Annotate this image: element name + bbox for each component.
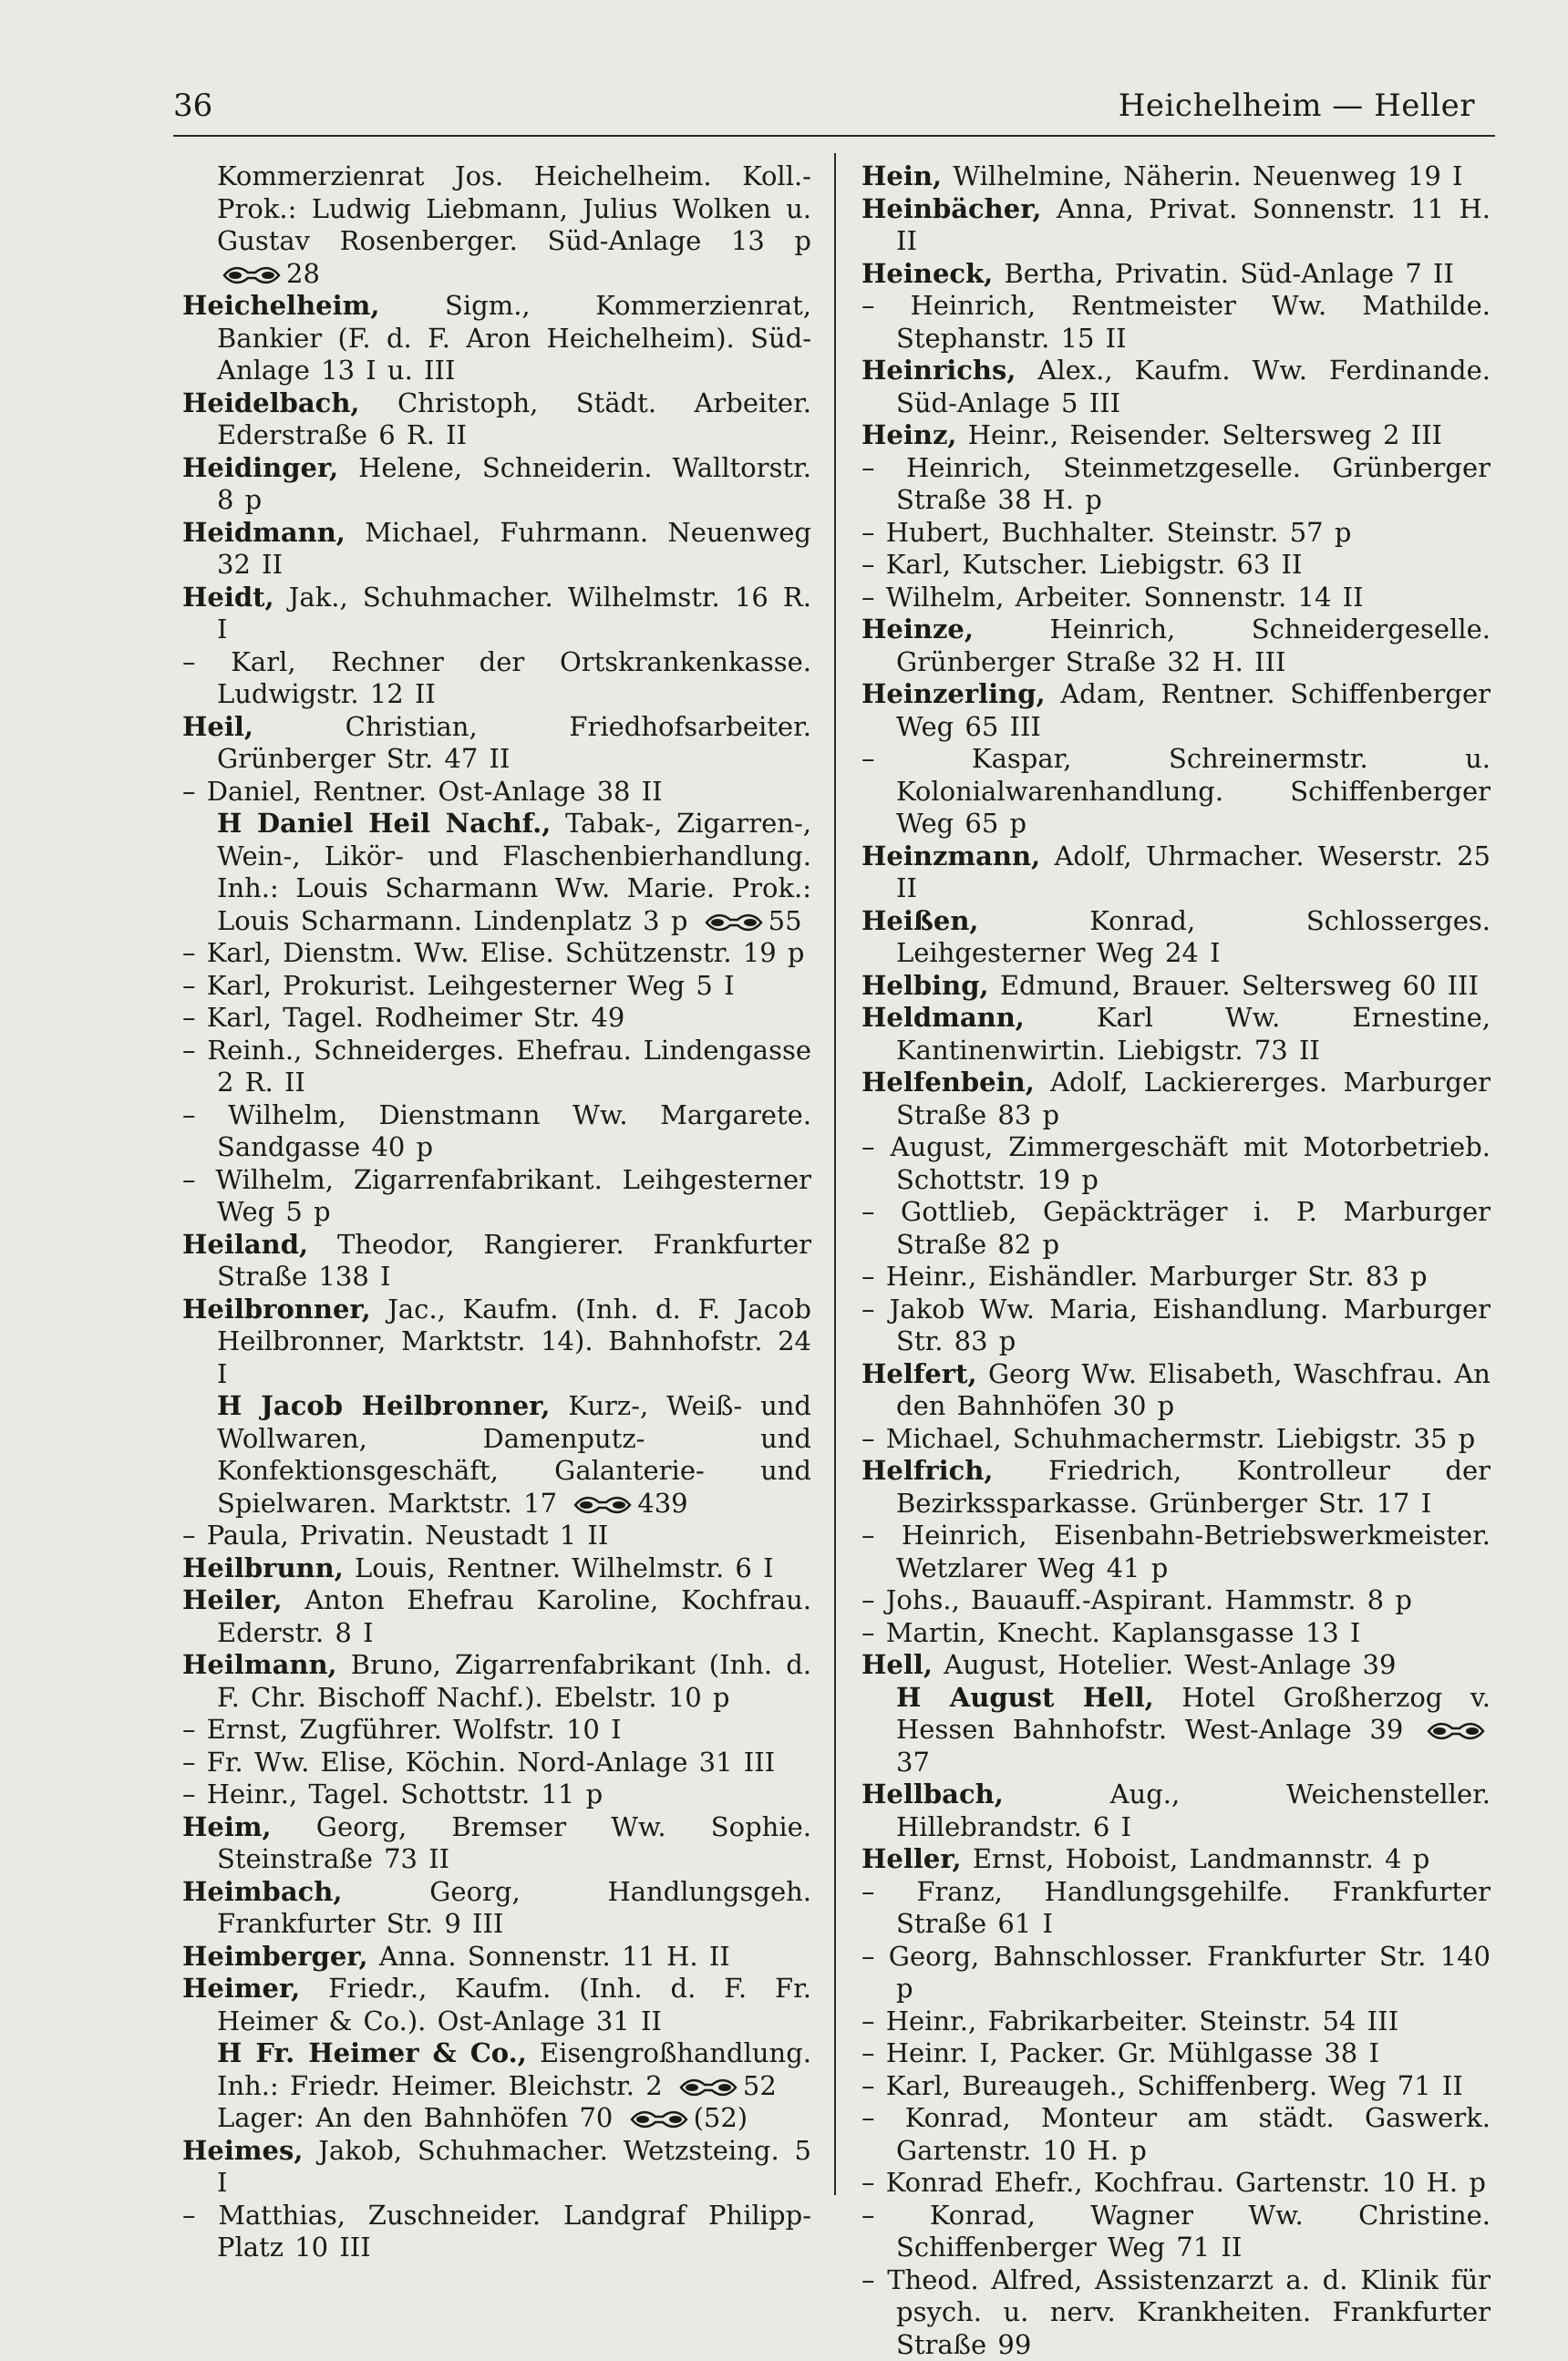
entry-text: – Matthias, Zuschneider. Landgraf Philipp-Platz 10 III [182, 2200, 811, 2263]
entry-name: Heidinger, [182, 452, 338, 483]
entry-text: – Konrad Ehefr., Kochfrau. Gartenstr. 10 H. p [861, 2167, 1486, 2198]
directory-entry [861, 1261, 1491, 1294]
entry-name: Heiler, [182, 1584, 283, 1615]
directory-entry [861, 1455, 1491, 1520]
entry-text: – Karl, Tagel. Rodheimer Str. 49 [182, 1002, 624, 1033]
directory-entry [861, 193, 1491, 258]
entry-text: Friedrich, Kontrolleur der Bezirkssparkasse. Grünberger Str. 17 I [896, 1455, 1491, 1519]
entry-name: H August Hell, [896, 1682, 1154, 1713]
directory-entry [861, 419, 1491, 452]
directory-entry [861, 1584, 1491, 1617]
entry-name: Heimberger, [182, 1941, 368, 1972]
entry-text: – August, Zimmergeschäft mit Motorbetrieb. Schottstr. 19 p [861, 1131, 1491, 1195]
directory-entry [182, 937, 811, 970]
directory-entry [861, 549, 1491, 582]
entry-text: Jac., Kaufm. (Inh. d. F. Jacob Heilbronner, Marktstr. 14). Bahnhofstr. 24 I [217, 1294, 811, 1389]
entry-text: Anna. Sonnenstr. 11 H. II [368, 1941, 730, 1972]
entry-text: – Fr. Ww. Elise, Köchin. Nord-Anlage 31 III [182, 1747, 775, 1778]
column-divider [834, 153, 836, 2195]
entry-name: Heimbach, [182, 1876, 342, 1907]
directory-entry [182, 290, 811, 387]
entry-text: – Wilhelm, Dienstmann Ww. Margarete. Sandgasse 40 p [182, 1099, 811, 1163]
telephone-icon [573, 1495, 632, 1515]
entry-text: Louis, Rentner. Wilhelmstr. 6 I [344, 1552, 774, 1583]
directory-entry [182, 1778, 811, 1811]
directory-entry [861, 840, 1491, 905]
phone-number: 28 [286, 258, 320, 289]
entry-name: Heller, [861, 1843, 962, 1874]
entry-text: Helene, Schneiderin. Walltorstr. 8 p [217, 452, 811, 516]
entry-text: – Heinr. I, Packer. Gr. Mühlgasse 38 I [861, 2037, 1379, 2068]
directory-entry [182, 387, 811, 452]
entry-text: Michael, Fuhrmann. Neuenweg 32 II [217, 517, 811, 581]
entry-text: – Wilhelm, Arbeiter. Sonnenstr. 14 II [861, 582, 1364, 613]
directory-entry [182, 1520, 811, 1552]
entry-name: Heinzerling, [861, 678, 1046, 709]
entry-text: – Georg, Bahnschlosser. Frankfurter Str. 140 p [861, 1941, 1491, 2005]
directory-entry [861, 2005, 1491, 2038]
entry-text: – Heinr., Tagel. Schottstr. 11 p [182, 1778, 603, 1809]
telephone-icon [705, 912, 763, 933]
entry-text: Adolf, Uhrmacher. Weserstr. 25 II [896, 840, 1491, 904]
entry-text: – Karl, Rechner der Ortskrankenkasse. Ludwigstr. 12 II [182, 646, 811, 710]
entry-name: Heimes, [182, 2135, 303, 2166]
directory-entry [182, 1584, 811, 1649]
directory-entry [861, 1067, 1491, 1131]
entry-text: – Heinr., Eishändler. Marburger Str. 83 p [861, 1261, 1428, 1292]
entry-name: Heim, [182, 1811, 272, 1842]
directory-entry [182, 1552, 811, 1585]
entry-text: – Karl, Kutscher. Liebigstr. 63 II [861, 549, 1302, 580]
entry-name: Heineck, [861, 258, 993, 289]
entry-name: Heidt, [182, 582, 274, 613]
entry-text: Aug., Weichensteller. Hillebrandstr. 6 I [896, 1778, 1491, 1842]
entry-text: – Jakob Ww. Maria, Eishandlung. Marburger Str. 83 p [861, 1294, 1491, 1357]
entry-name: Heilmann, [182, 1649, 337, 1680]
entry-text: August, Hotelier. West-Anlage 39 [933, 1649, 1396, 1680]
directory-entry [861, 970, 1491, 1003]
directory-entry [182, 2135, 811, 2200]
entry-name: Heißen, [861, 905, 979, 936]
entry-text: – Martin, Knecht. Kaplansgasse 13 I [861, 1617, 1360, 1648]
entry-text: – Konrad, Wagner Ww. Christine. Schiffenberger Weg 71 II [861, 2200, 1491, 2263]
firm-entry [182, 2037, 811, 2102]
directory-entry [861, 2037, 1491, 2070]
continuation-entry [182, 2102, 811, 2135]
directory-entry [861, 1423, 1491, 1456]
directory-entry [861, 1358, 1491, 1423]
entry-text: – Johs., Bauauff.-Aspirant. Hammstr. 8 p [861, 1584, 1412, 1615]
directory-entry [182, 1747, 811, 1779]
entry-text: Lager: An den Bahnhöfen 70 [217, 2102, 613, 2133]
phone-number: 52 [743, 2070, 777, 2101]
entry-text: Tabak-, Zigarren-, Wein-, Likör- und Flaschenbierhandlung. Inh.: Louis Scharmann Ww. Marie. Prok.: Louis Scharmann. Lindenplatz 3 p [217, 808, 811, 936]
directory-entry [861, 743, 1491, 840]
entry-name: Heinrichs, [861, 355, 1016, 386]
entry-text: Wilhelmine, Näherin. Neuenweg 19 I [942, 160, 1462, 191]
left-column [182, 160, 811, 2264]
directory-entry [861, 1876, 1491, 1941]
directory-entry [861, 290, 1491, 355]
directory-entry [861, 1649, 1491, 1682]
directory-entry [861, 1617, 1491, 1650]
entry-name: Helbing, [861, 970, 989, 1001]
directory-entry [861, 582, 1491, 614]
entry-text: – Reinh., Schneiderges. Ehefrau. Lindengasse 2 R. II [182, 1035, 811, 1098]
entry-text: Jakob, Schuhmacher. Wetzsteing. 5 I [217, 2135, 811, 2199]
entry-name: Heimer, [182, 1973, 300, 2004]
directory-entry [182, 970, 811, 1003]
directory-entry [182, 452, 811, 517]
entry-text: Georg, Handlungsgeh. Frankfurter Str. 9 III [217, 1876, 811, 1940]
telephone-icon [679, 2077, 738, 2098]
directory-entry [182, 1714, 811, 1747]
entry-text: Konrad, Schlosserges. Leihgesterner Weg 24 I [896, 905, 1491, 969]
phone-number: 37 [896, 1747, 930, 1778]
entry-text: Alex., Kaufm. Ww. Ferdinande. Süd-Anlage 5 III [896, 355, 1491, 418]
entry-name: Heidelbach, [182, 387, 360, 418]
entry-name: Heinbächer, [861, 193, 1041, 224]
directory-entry [861, 258, 1491, 291]
firm-entry [182, 1390, 811, 1520]
directory-entry [182, 1811, 811, 1876]
entry-text: Friedr., Kaufm. (Inh. d. F. Fr. Heimer & Co.). Ost-Anlage 31 II [217, 1973, 811, 2036]
directory-entry [861, 1002, 1491, 1067]
entry-text: – Gottlieb, Gepäckträger i. P. Marburger Straße 82 p [861, 1196, 1491, 1260]
entry-text: Heinr., Reisender. Seltersweg 2 III [957, 419, 1442, 450]
phone-number: (52) [694, 2102, 748, 2133]
entry-text: – Daniel, Rentner. Ost-Anlage 38 II [182, 776, 663, 807]
directory-entry [182, 1229, 811, 1294]
entry-name: Heichelheim, [182, 290, 379, 321]
directory-entry [861, 452, 1491, 517]
entry-text: – Hubert, Buchhalter. Steinstr. 57 p [861, 517, 1351, 548]
entry-text: – Kaspar, Schreinermstr. u. Kolonialwarenhandlung. Schiffenberger Weg 65 p [861, 743, 1491, 839]
entry-text: – Karl, Prokurist. Leihgesterner Weg 5 I [182, 970, 735, 1001]
directory-entry [182, 1294, 811, 1391]
entry-text: Georg, Bremser Ww. Sophie. Steinstraße 73 II [217, 1811, 811, 1875]
directory-entry [861, 613, 1491, 678]
entry-text: – Heinrich, Rentmeister Ww. Mathilde. Stephanstr. 15 II [861, 290, 1491, 354]
directory-entry [861, 1778, 1491, 1843]
telephone-icon [1427, 1721, 1485, 1741]
phone-number: 439 [637, 1488, 687, 1519]
entry-text: – Michael, Schuhmachermstr. Liebigstr. 35 p [861, 1423, 1475, 1454]
directory-entry [861, 1294, 1491, 1358]
directory-entry [861, 517, 1491, 550]
directory-entry [182, 776, 811, 809]
entry-name: H Daniel Heil Nachf., [217, 808, 551, 839]
entry-text: – Paula, Privatin. Neustadt 1 II [182, 1520, 608, 1551]
directory-entry [861, 1196, 1491, 1261]
entry-name: Heiland, [182, 1229, 308, 1260]
entry-text: Adolf, Lackiererges. Marburger Straße 83 p [896, 1067, 1491, 1130]
directory-entry [861, 2264, 1491, 2361]
entry-text: – Heinrich, Eisenbahn-Betriebswerkmeister. Wetzlarer Weg 41 p [861, 1520, 1491, 1583]
entry-name: Heinze, [861, 613, 974, 644]
entry-text: Kurz-, Weiß- und Wollwaren, Damenputz- und Konfektionsgeschäft, Galanterie- und Spielwaren. Marktstr. 17 [217, 1390, 811, 1519]
entry-name: Helfenbein, [861, 1067, 1035, 1098]
entry-text: Edmund, Brauer. Seltersweg 60 III [989, 970, 1479, 1001]
directory-entry [182, 1973, 811, 2037]
directory-entry [861, 355, 1491, 419]
phone-number: 55 [769, 905, 802, 936]
directory-entry [861, 2102, 1491, 2167]
directory-entry [861, 2200, 1491, 2264]
directory-entry [182, 711, 811, 776]
directory-entry [861, 905, 1491, 970]
entry-text: – Franz, Handlungsgehilfe. Frankfurter Straße 61 I [861, 1876, 1491, 1940]
directory-entry [182, 2200, 811, 2264]
header-rule [173, 135, 1495, 137]
entry-name: Hell, [861, 1649, 933, 1680]
directory-entry [182, 582, 811, 646]
entry-name: Heil, [182, 711, 253, 742]
entry-text: Anton Ehefrau Karoline, Kochfrau. Ederstr. 8 I [217, 1584, 811, 1648]
entry-text: Ernst, Hoboist, Landmannstr. 4 p [962, 1843, 1430, 1874]
running-head: Heichelheim — Heller [1119, 88, 1475, 124]
directory-entry [182, 646, 811, 711]
entry-text: Anna, Privat. Sonnenstr. 11 H. II [896, 193, 1491, 257]
firm-entry [182, 808, 811, 937]
directory-entry [861, 160, 1491, 193]
entry-text: Christian, Friedhofsarbeiter. Grünberger Str. 47 II [217, 711, 811, 775]
entry-text: Theodor, Rangierer. Frankfurter Straße 138 I [217, 1229, 811, 1293]
entry-text: Bertha, Privatin. Süd-Anlage 7 II [993, 258, 1454, 289]
directory-entry [861, 2070, 1491, 2103]
directory-entry [182, 1941, 811, 1974]
entry-name: Hellbach, [861, 1778, 1004, 1809]
entry-text: Jak., Schuhmacher. Wilhelmstr. 16 R. I [217, 582, 811, 645]
entry-name: Heilbronner, [182, 1294, 371, 1325]
page-number: 36 [173, 88, 212, 124]
telephone-icon [222, 265, 281, 285]
directory-entry [861, 2167, 1491, 2200]
firm-entry [861, 1682, 1491, 1779]
directory-entry [182, 1099, 811, 1164]
entry-name: Heinzmann, [861, 840, 1040, 871]
entry-text: – Theod. Alfred, Assistenzarzt a. d. Klinik für psych. u. nerv. Krankheiten. Frankfurter Straße 99 [861, 2264, 1491, 2360]
entry-name: H Fr. Heimer & Co., [217, 2037, 527, 2068]
entry-text: – Karl, Dienstm. Ww. Elise. Schützenstr. 19 p [182, 937, 804, 968]
directory-entry [182, 1649, 811, 1714]
entry-text: Georg Ww. Elisabeth, Waschfrau. An den Bahnhöfen 30 p [896, 1358, 1491, 1422]
directory-entry [861, 1843, 1491, 1876]
entry-text: Christoph, Städt. Arbeiter. Ederstraße 6 R. II [217, 387, 811, 451]
entry-text: Sigm., Kommerzienrat, Bankier (F. d. F. Aron Heichelheim). Süd-Anlage 13 I u. III [217, 290, 811, 386]
entry-text: Karl Ww. Ernestine, Kantinenwirtin. Liebigstr. 73 II [896, 1002, 1491, 1066]
directory-entry [182, 1876, 811, 1941]
continuation-entry [182, 160, 811, 290]
directory-entry [182, 1164, 811, 1229]
entry-text: – Heinr., Fabrikarbeiter. Steinstr. 54 III [861, 2005, 1398, 2036]
entry-name: Helfert, [861, 1358, 977, 1389]
entry-text: Eisengroßhandlung. Inh.: Friedr. Heimer. Bleichstr. 2 [217, 2037, 811, 2101]
entry-name: Helfrich, [861, 1455, 993, 1486]
entry-name: Heldmann, [861, 1002, 1025, 1033]
page-header [173, 88, 1495, 139]
directory-entry [182, 1002, 811, 1035]
telephone-icon [630, 2109, 688, 2129]
entry-text: – Wilhelm, Zigarrenfabrikant. Leihgesterner Weg 5 p [182, 1164, 811, 1228]
directory-entry [182, 517, 811, 582]
entry-text: – Heinrich, Steinmetzgeselle. Grünberger Straße 38 H. p [861, 452, 1491, 516]
directory-entry [861, 1131, 1491, 1196]
entry-name: Heinz, [861, 419, 957, 450]
entry-name: Heilbrunn, [182, 1552, 344, 1583]
entry-name: Hein, [861, 160, 942, 191]
directory-entry [182, 1035, 811, 1099]
entry-name: H Jacob Heilbronner, [217, 1390, 550, 1421]
entry-text: Heinrich, Schneidergeselle. Grünberger Straße 32 H. III [896, 613, 1491, 677]
right-column [861, 160, 1491, 2361]
entry-text: Adam, Rentner. Schiffenberger Weg 65 III [896, 678, 1491, 742]
entry-name: Heidmann, [182, 517, 346, 548]
directory-entry [861, 678, 1491, 743]
entry-text: – Ernst, Zugführer. Wolfstr. 10 I [182, 1714, 622, 1745]
entry-text: Hotel Großherzog v. Hessen Bahnhofstr. West-Anlage 39 [896, 1682, 1491, 1746]
entry-text: Bruno, Zigarrenfabrikant (Inh. d. F. Chr. Bischoff Nachf.). Ebelstr. 10 p [217, 1649, 811, 1713]
directory-entry [861, 1941, 1491, 2005]
entry-text: – Karl, Bureaugeh., Schiffenberg. Weg 71 II [861, 2070, 1463, 2101]
entry-text: Kommerzienrat Jos. Heichelheim. Koll.-Prok.: Ludwig Liebmann, Julius Wolken u. Gustav Rosenberger. Süd-Anlage 13 p [217, 160, 811, 256]
directory-entry [861, 1520, 1491, 1584]
entry-text: – Konrad, Monteur am städt. Gaswerk. Gartenstr. 10 H. p [861, 2102, 1491, 2166]
